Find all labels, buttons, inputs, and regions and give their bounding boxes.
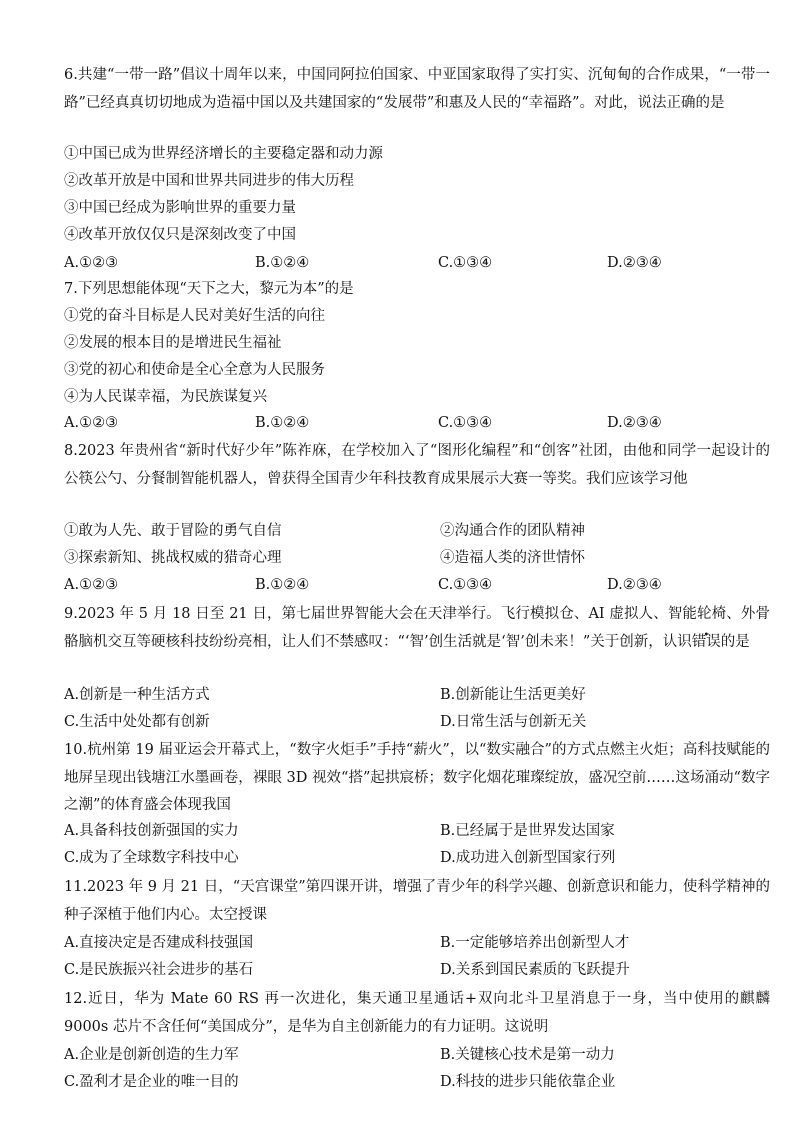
question-6-statement-1: ①中国已成为世界经济增长的主要稳定器和动力源 <box>64 146 383 162</box>
question-6-statement-3: ③中国已经成为影响世界的重要力量 <box>64 200 296 216</box>
question-8-stem: 8.2023 年贵州省“新时代好少年”陈祚庥，在学校加入了“图形化编程”和“创客”社团，由他和同学一起设计的公筷公勺、分餐制智能机器人，曾获得全国青少年科技教育成果展示大赛一等奖。我们应该学习他 <box>64 443 770 487</box>
question-8-option-a: A.①②③ <box>64 577 119 593</box>
question-9-stem-text: 9.2023 年 5 月 18 日至 21 日，第七届世界智能大会在天津举行。飞行模拟仓、AI 虚拟人、智能轮椅、外骨骼脑机交互等硬核科技纷纷亮相，让人们不禁感叹：“‘智’创生活就是‘智’创未来！”关于创新，认识 <box>64 606 770 650</box>
question-11-option-d: D.关系到国民素质的飞跃提升 <box>440 962 630 978</box>
question-10-stem: 10.杭州第 19 届亚运会开幕式上，“数字火炬手”手持“薪火”，以“数实融合”的方式点燃主火炬；高科技赋能的地屏呈现出钱塘江水墨画卷，裸眼 3D 视效“搭”起拱宸桥；数字化烟花璀璨绽放，盛况空前……这场涌动“数字之潮”的体育盛会体现我国 <box>64 742 770 813</box>
question-9-stem-end: 的是 <box>720 633 750 650</box>
question-9-option-a: A.创新是一种生活方式 <box>64 687 210 703</box>
question-12-option-d: D.科技的进步只能依靠企业 <box>440 1074 616 1090</box>
question-10-option-b: B.已经属于是世界发达国家 <box>440 823 615 839</box>
question-7-option-c: C.①③④ <box>438 415 493 431</box>
question-6-option-a: A.①②③ <box>64 255 119 271</box>
question-9-emphasis: 错误 <box>691 633 721 650</box>
question-8-statement-2: ②沟通合作的团队精神 <box>440 523 585 539</box>
question-6-option-b: B.①②④ <box>255 255 310 271</box>
question-10-option-d: D.成功进入创新型国家行列 <box>440 850 616 866</box>
question-11-option-a: A.直接决定是否建成科技强国 <box>64 935 254 951</box>
question-6-option-d: D.②③④ <box>607 255 662 271</box>
question-7-statement-4: ④为人民谋幸福，为民族谋复兴 <box>64 389 267 405</box>
question-8-statement-4: ④造福人类的济世情怀 <box>440 550 585 566</box>
question-11-stem: 11.2023 年 9 月 21 日，“天宫课堂”第四课开讲，增强了青少年的科学兴趣、创新意识和能力，使科学精神的种子深植于他们内心。太空授课 <box>64 879 770 923</box>
question-12-option-a: A.企业是创新创造的生力军 <box>64 1047 239 1063</box>
question-7-option-d: D.②③④ <box>607 415 662 431</box>
question-7-stem: 7.下列思想能体现“天下之大，黎元为本”的是 <box>64 281 354 297</box>
question-12-option-c: C.盈利才是企业的唯一目的 <box>64 1074 239 1090</box>
question-7-statement-2: ②发展的根本目的是增进民生福祉 <box>64 335 282 351</box>
question-9-option-d: D.日常生活与创新无关 <box>440 714 587 730</box>
question-6-option-c: C.①③④ <box>438 255 493 271</box>
question-6-stem: 6.共建“一带一路”倡议十周年以来，中国同阿拉伯国家、中亚国家取得了实打实、沉甸甸的合作成果，“一带一路”已经真真切切地成为造福中国以及共建国家的“发展带”和惠及人民的“幸福路”。对此，说法正确的是 <box>64 67 770 111</box>
question-12-option-b: B.关键核心技术是第一动力 <box>440 1047 615 1063</box>
question-8-option-b: B.①②④ <box>255 577 310 593</box>
question-7-statement-1: ①党的奋斗目标是人民对美好生活的向往 <box>64 308 325 324</box>
question-8-statement-3: ③探索新知、挑战权威的猎奇心理 <box>64 550 282 566</box>
question-11-option-b: B.一定能够培养出创新型人才 <box>440 935 630 951</box>
question-8-option-c: C.①③④ <box>438 577 493 593</box>
question-7-statement-3: ③党的初心和使命是全心全意为人民服务 <box>64 362 325 378</box>
question-10-option-c: C.成为了全球数字科技中心 <box>64 850 239 866</box>
question-8-statement-1: ①敢为人先、敢于冒险的勇气自信 <box>64 523 282 539</box>
question-7-option-b: B.①②④ <box>255 415 310 431</box>
question-9-stem <box>64 601 770 656</box>
question-6-statement-4: ④改革开放仅仅只是深刻改变了中国 <box>64 227 296 243</box>
question-6-statement-2: ②改革开放是中国和世界共同进步的伟大历程 <box>64 173 354 189</box>
question-10-option-a: A.具备科技创新强国的实力 <box>64 823 239 839</box>
question-9-option-b: B.创新能让生活更美好 <box>440 687 586 703</box>
question-9-option-c: C.生活中处处都有创新 <box>64 714 210 730</box>
question-12-stem: 12.近日，华为 Mate 60 RS 再一次进化，集天通卫星通话+双向北斗卫星消息于一身，当中使用的麒麟 9000s 芯片不含任何“美国成分”，是华为自主创新能力的有力证明。这说明 <box>64 991 770 1035</box>
question-11-option-c: C.是民族振兴社会进步的基石 <box>64 962 254 978</box>
question-8-option-d: D.②③④ <box>607 577 662 593</box>
question-7-option-a: A.①②③ <box>64 415 119 431</box>
